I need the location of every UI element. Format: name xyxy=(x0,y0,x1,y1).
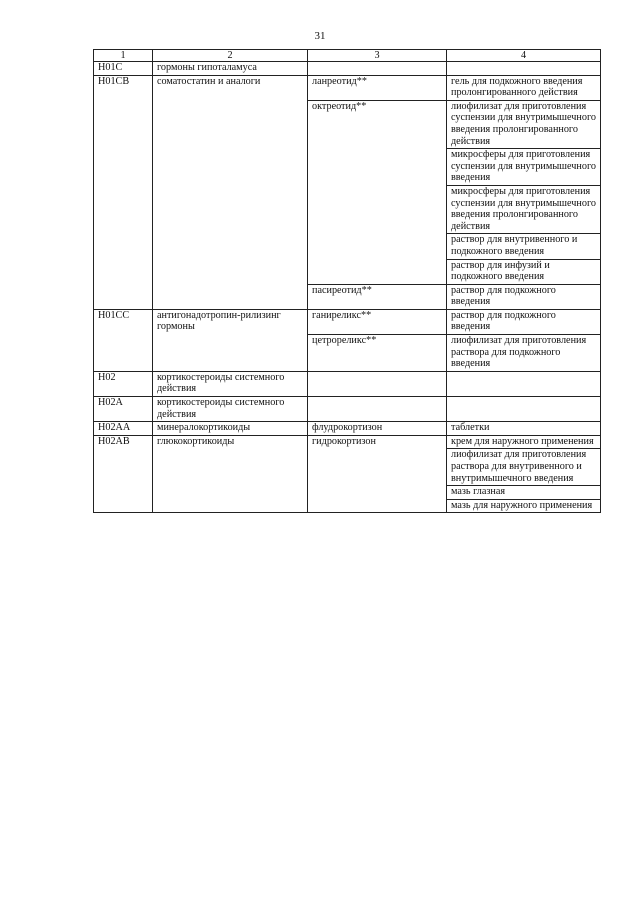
table-row xyxy=(94,75,601,100)
form-cell: раствор для подкожного введения xyxy=(447,309,601,334)
column-header: 4 xyxy=(447,50,601,62)
drug-cell xyxy=(308,397,447,422)
form-cell: крем для наружного применения xyxy=(447,435,601,449)
form-cell: микросферы для приготовления суспензии для внутримышечного введения пролонгированного действия xyxy=(447,185,601,233)
drug-cell xyxy=(308,371,447,396)
group-cell: минералокортикоиды xyxy=(153,422,308,436)
drug-cell: флудрокортизон xyxy=(308,422,447,436)
form-cell: таблетки xyxy=(447,422,601,436)
form-cell: лиофилизат для приготовления раствора для подкожного введения xyxy=(447,335,601,372)
drug-cell: цетрореликс** xyxy=(308,335,447,372)
table-row xyxy=(94,422,601,436)
drug-cell: пасиреотид** xyxy=(308,284,447,309)
drug-table xyxy=(93,49,601,513)
form-cell: лиофилизат для приготовления суспензии для внутримышечного введения пролонгированного действия xyxy=(447,100,601,148)
drug-cell: гидрокортизон xyxy=(308,435,447,513)
atc-code-cell: H02AA xyxy=(94,422,153,436)
group-cell: антигонадотропин-рилизинг гормоны xyxy=(153,309,308,371)
form-cell xyxy=(447,397,601,422)
form-cell: раствор для внутривенного и подкожного введения xyxy=(447,234,601,259)
page-number: 31 xyxy=(314,30,326,42)
column-header: 3 xyxy=(308,50,447,62)
table-row xyxy=(94,435,601,449)
column-header: 2 xyxy=(153,50,308,62)
form-cell xyxy=(447,62,601,76)
form-cell: гель для подкожного введения пролонгированного действия xyxy=(447,75,601,100)
atc-code-cell: H02AB xyxy=(94,435,153,513)
group-cell: соматостатин и аналоги xyxy=(153,75,308,309)
table-row xyxy=(94,309,601,334)
form-cell: лиофилизат для приготовления раствора для внутривенного и внутримышечного введения xyxy=(447,449,601,486)
form-cell xyxy=(447,371,601,396)
form-cell: микросферы для приготовления суспензии для внутримышечного введения xyxy=(447,149,601,186)
form-cell: мазь глазная xyxy=(447,486,601,500)
form-cell: раствор для инфузий и подкожного введения xyxy=(447,259,601,284)
table-row xyxy=(94,397,601,422)
atc-code-cell: H01C xyxy=(94,62,153,76)
form-cell: раствор для подкожного введения xyxy=(447,284,601,309)
drug-cell xyxy=(308,62,447,76)
group-cell: гормоны гипоталамуса xyxy=(153,62,308,76)
table-header-row xyxy=(94,50,601,62)
atc-code-cell: H02A xyxy=(94,397,153,422)
table-row xyxy=(94,371,601,396)
drug-cell: октреотид** xyxy=(308,100,447,284)
atc-code-cell: H01CC xyxy=(94,309,153,371)
group-cell: кортикостероиды системного действия xyxy=(153,397,308,422)
group-cell: глюкокортикоиды xyxy=(153,435,308,513)
table-row xyxy=(94,62,601,76)
atc-code-cell: H02 xyxy=(94,371,153,396)
column-header: 1 xyxy=(94,50,153,62)
drug-cell: ланреотид** xyxy=(308,75,447,100)
drug-cell: ганиреликс** xyxy=(308,309,447,334)
form-cell: мазь для наружного применения xyxy=(447,499,601,513)
atc-code-cell: H01CB xyxy=(94,75,153,309)
group-cell: кортикостероиды системного действия xyxy=(153,371,308,396)
